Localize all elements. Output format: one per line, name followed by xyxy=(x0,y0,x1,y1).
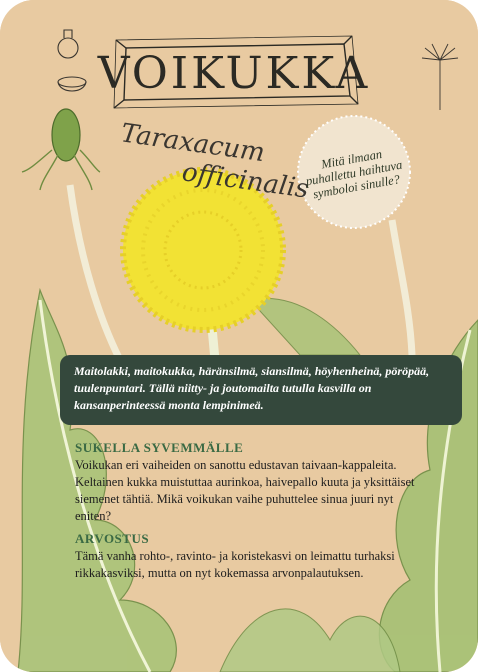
intro-box: Maitolakki, maitokukka, häränsilmä, siansilmä, höyhenheinä, pöröpää, tuulenpuntari. Tällä niitty- ja joutomailta tutulla kasvilla on kansanperinteessä monta lempinimeä. xyxy=(60,355,462,425)
section-heading-dive-deeper: SUKELLA SYVEMMÄLLE xyxy=(75,440,244,455)
title-frame xyxy=(97,38,371,108)
seed-question: Mitä ilmaan puhallettu haihtuva symboloi sinulle? xyxy=(304,146,404,202)
section-heading-appreciation: ARVOSTUS xyxy=(75,531,150,546)
card-title: VOIKUKKA xyxy=(97,47,371,99)
section-body-appreciation: Tämä vanha rohto-, ravinto- ja koristekasvi on leimattu turhaksi rikkakasviksi, mutta on nyt kokemassa arvonpalautuksen. xyxy=(75,549,395,580)
latin-name-genus: Taraxacum xyxy=(118,118,267,169)
latin-name-species: officinalis xyxy=(180,157,311,205)
section-body-dive-deeper: Voikukan eri vaiheiden on sanottu edustavan taivaan-kappaleita. Keltainen kukka muistuttaa aurinkoa, haivepallo kuuta ja yksittäiset siemenet tähtiä. Mikä voikukan vaihe puhuttelee sinua juuri nyt eniten? xyxy=(75,458,415,523)
